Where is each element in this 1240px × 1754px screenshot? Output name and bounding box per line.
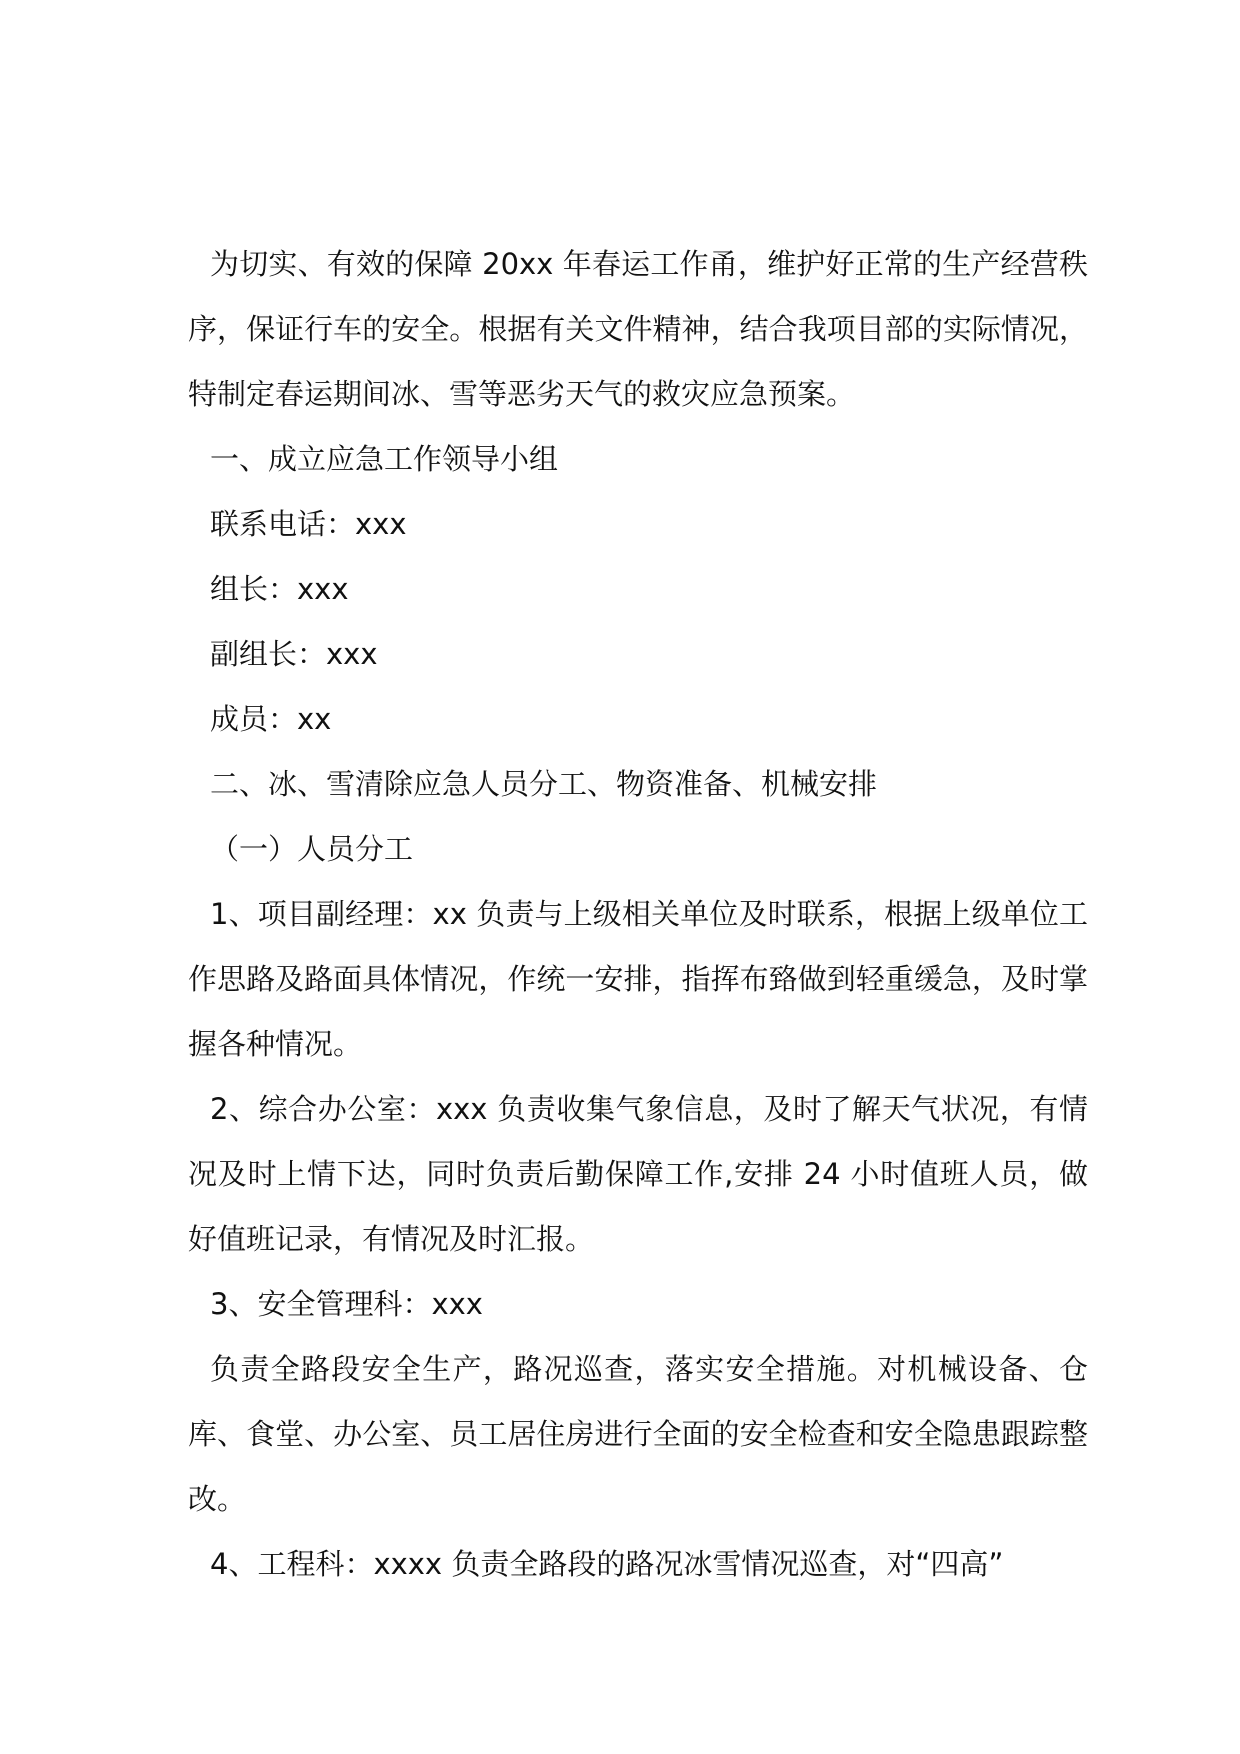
duty-item-general-office: 2、综合办公室：xxx 负责收集气象信息，及时了解天气状况，有情况及时上情下达，同时负责后勤保障工作,安排 24 小时值班人员，做好值班记录，有情况及时汇报。 (188, 1092, 1088, 1256)
deputy-leader-line: 副组长：xxx (210, 637, 378, 671)
duty-item-safety-management: 3、安全管理科：xxx (210, 1287, 483, 1321)
duty-item-deputy-manager: 1、项目副经理：xx 负责与上级相关单位及时联系，根据上级单位工作思路及路面具体情况，作统一安排，指挥布臵做到轻重缓急，及时掌握各种情况。 (188, 897, 1088, 1061)
intro-paragraph: 为切实、有效的保障 20xx 年春运工作甬，维护好正常的生产经营秩序，保证行车的安全。根据有关文件精神，结合我项目部的实际情况，特制定春运期间冰、雪等恶劣天气的救灾应急预案。 (188, 247, 1088, 411)
document-body (188, 232, 1088, 1597)
members-line: 成员：xx (210, 702, 332, 736)
contact-phone-line: 联系电话：xxx (210, 507, 407, 541)
section-heading-leadership-group: 一、成立应急工作领导小组 (210, 442, 559, 476)
safety-management-description: 负责全路段安全生产，路况巡查，落实安全措施。对机械设备、仓库、食堂、办公室、员工居住房进行全面的安全检查和安全隐患跟踪整改。 (188, 1352, 1088, 1516)
duty-item-engineering: 4、工程科：xxxx 负责全路段的路况冰雪情况巡查，对“四高” (210, 1547, 1004, 1581)
group-leader-line: 组长：xxx (210, 572, 349, 606)
subsection-heading-staff-division: （一）人员分工 (210, 832, 414, 866)
section-heading-snow-removal: 二、冰、雪清除应急人员分工、物资准备、机械安排 (210, 767, 878, 801)
